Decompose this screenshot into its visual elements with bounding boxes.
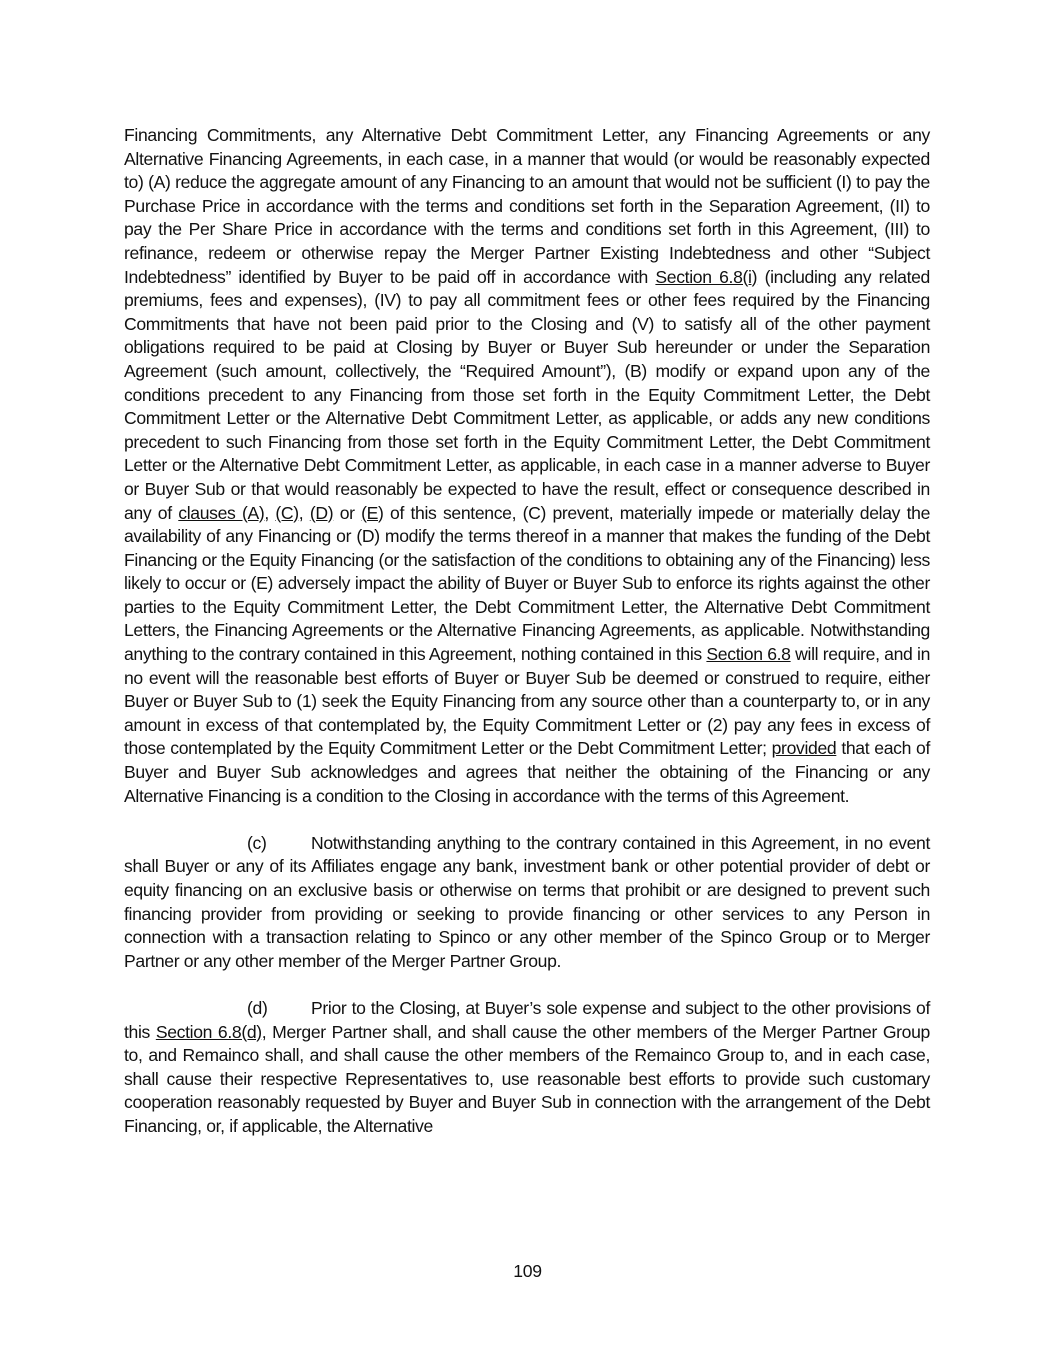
provided-term: provided	[771, 738, 837, 759]
paragraph-text: that each of Buyer and Buyer Sub acknowledges and agrees that neither the obtaining of the Financing or any Alternative Financing is a condition to the Closing in accordance with the terms of this Agreement.	[124, 738, 930, 806]
paragraph-text: ,	[298, 502, 310, 523]
document-body	[124, 124, 930, 1139]
paragraph-c-label: (c)	[247, 832, 267, 853]
paragraph-text: or	[333, 502, 362, 523]
paragraph-text: Financing Commitments, any Alternative Debt Commitment Letter, any Financing Agreements or any Alternative Financing Agreements, in each case, in a manner that would (or would be reasonably expected to) (A) reduce the aggregate amount of any Financing to an amount that would not be sufficient (I) to pay the Purchase Price in accordance with the terms and conditions set forth in the Separation Agreement, (II) to pay the Per Share Price in accordance with the terms and conditions set forth in this Agreement, (III) to refinance, redeem or otherwise repay the Merger Partner Existing Indebtedness and other “Subject Indebtedness” identified by Buyer to be paid off in accordance with	[124, 125, 930, 287]
paragraph-text: ,	[264, 502, 276, 523]
page-number: 109	[513, 1261, 542, 1281]
cross-reference-clause-e: (E)	[361, 502, 384, 523]
paragraph-c	[124, 832, 930, 974]
cross-reference-clause-d: (D)	[309, 502, 334, 523]
cross-reference-section-6-8-d: Section 6.8(d)	[155, 1021, 262, 1042]
cross-reference-clauses-a: clauses (A)	[178, 502, 265, 523]
cross-reference-section-6-8-i: Section 6.8(i)	[655, 266, 758, 287]
paragraph-c-text: Notwithstanding anything to the contrary contained in this Agreement, in no event shall Buyer or any of its Affiliates engage any bank, investment bank or other potential provider of debt or equity financing on an exclusive basis or otherwise on terms that prohibit or are designed to prevent such financing provider from providing or seeking to provide financing or other services to any Person in connection with a transaction relating to Spinco or any other member of the Spinco Group or to Merger Partner or any other member of the Merger Partner Group.	[124, 832, 930, 971]
paragraph-d-text: Prior to the Closing, at Buyer’s sole expense and subject to the other provisions of this	[124, 997, 930, 1042]
paragraph-text: (including any related premiums, fees and expenses), (IV) to pay all commitment fees or other fees required by the Financing Commitments that have not been paid prior to the Closing and (V) to satisfy all of the other payment obligations required to be paid at Closing by Buyer or Buyer Sub hereunder or under the Separation Agreement (such amount, collectively, the “Required Amount”), (B) modify or expand upon any of the conditions precedent to any Financing from those set forth in the Equity Commitment Letter, the Debt Commitment Letter or the Alternative Debt Commitment Letter, as applicable, or adds any new conditions precedent to such Financing from those set forth in the Equity Commitment Letter, the Debt Commitment Letter or the Alternative Debt Commitment Letter, as applicable, in each case in a manner adverse to Buyer or Buyer Sub or that would reasonably be expected to have the result, effect or consequence described in any of	[124, 266, 930, 523]
paragraph-d-label: (d)	[247, 997, 268, 1018]
paragraph-text: of this sentence, (C) prevent, materially impede or materially delay the availability of any Financing or (D) modify the terms thereof in a manner that makes the funding of the Debt Financing or the Equity Financing (or the satisfaction of the conditions to obtaining any of the Financing) less likely to occur or (E) adversely impact the ability of Buyer or Buyer Sub to enforce its rights against the other parties to the Equity Commitment Letter, the Debt Commitment Letter, the Alternative Debt Commitment Letters, the Financing Agreements or the Alternative Financing Agreements, as applicable. Notwithstanding anything to the contrary contained in this Agreement, nothing contained in this	[124, 502, 930, 665]
paragraph-d-text: , Merger Partner shall, and shall cause the other members of the Merger Partner Group to, and Remainco shall, and shall cause the other members of the Remainco Group to, and in each case, shall cause their respective Representatives to, use reasonable best efforts to provide such customary cooperation reasonably requested by Buyer and Buyer Sub in connection with the arrangement of the Debt Financing, or, if applicable, the Alternative	[124, 1021, 930, 1136]
cross-reference-clause-c: (C)	[275, 502, 299, 523]
cross-reference-section-6-8: Section 6.8	[706, 644, 791, 665]
paragraph-text: will require, and in no event will the reasonable best efforts of Buyer or Buyer Sub be deemed or construed to require, either Buyer or Buyer Sub to (1) seek the Equity Financing from any source other than a counterparty to, or in any amount in excess of that contemplated by, the Equity Commitment Letter or (2) pay any fees in excess of those contemplated by the Equity Commitment Letter or the Debt Commitment Letter;	[124, 644, 930, 759]
paragraph-d	[124, 997, 930, 1139]
paragraph-b-continued	[124, 124, 930, 808]
